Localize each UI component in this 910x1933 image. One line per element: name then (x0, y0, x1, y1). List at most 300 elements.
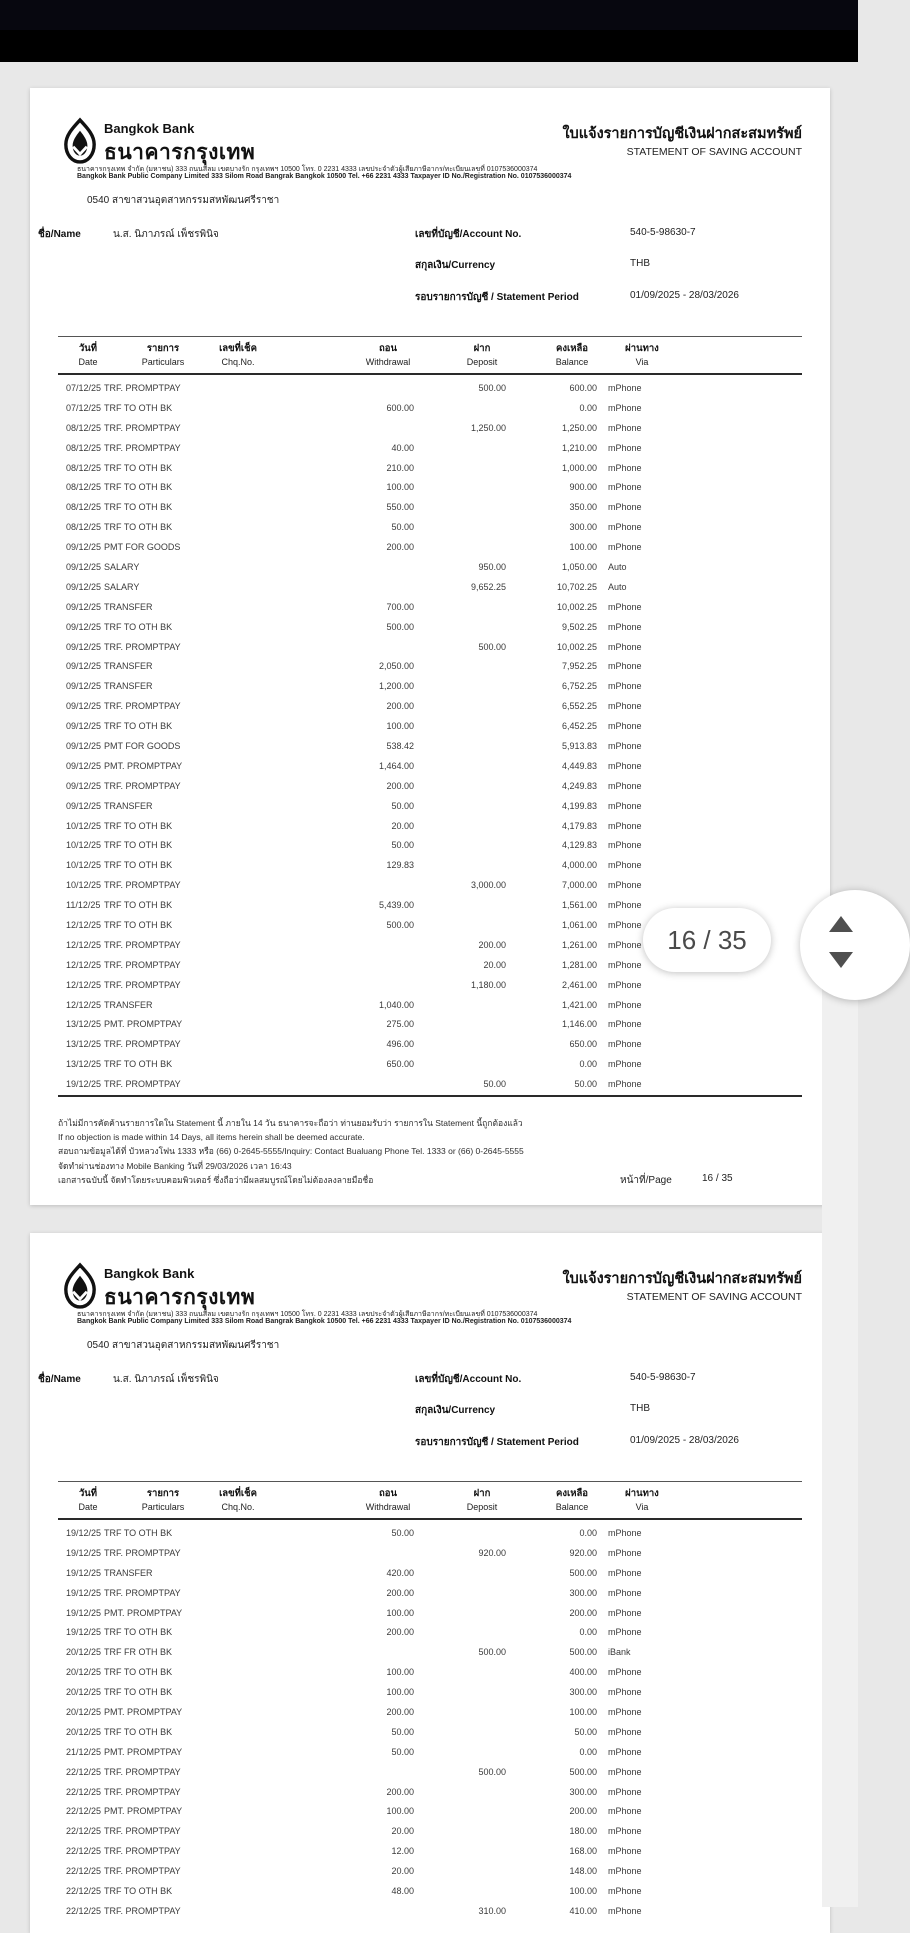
header-date-th: วันที่ (78, 343, 98, 354)
cell-balance: 180.00 (569, 1826, 597, 1837)
table-row (58, 1662, 802, 1682)
name-label: ชื่อ/Name (38, 229, 81, 240)
cell-balance: 410.00 (569, 1905, 597, 1916)
cell-balance: 500.00 (569, 1766, 597, 1777)
cell-date: 19/12/25 (66, 1567, 102, 1578)
transactions-rows (58, 378, 802, 1094)
header-chq-en: Chq.No. (221, 357, 255, 367)
cell-via: mPhone (608, 959, 642, 970)
table-row (58, 1901, 802, 1921)
account-holder-name: น.ส. นิภาภรณ์ เพ็ชรพินิจ (113, 229, 219, 240)
cell-balance: 1,561.00 (561, 900, 597, 911)
cell-balance: 6,752.25 (561, 681, 597, 692)
footer-line: ถ้าไม่มีการคัดค้านรายการใดใน Statement นี้ ภายใน 14 วัน ธนาคารจะถือว่า ท่านยอมรับว่า รายการใน Statement นี้ถูกต้องแล้ว (58, 1118, 523, 1128)
scrollbar-track[interactable] (822, 987, 858, 1907)
table-row (58, 1543, 802, 1563)
cell-balance: 50.00 (574, 1726, 597, 1737)
table-row (58, 398, 802, 418)
bank-address-th: ธนาคารกรุงเทพ จำกัด (มหาชน) 333 ถนนสีลม เขตบางรัก กรุงเทพฯ 10500 โทร. 0 2231 4333 เลขประจำตัวผู้เสียภาษีอากร/ทะเบียนเลขที่ 0107536000374 (77, 1311, 538, 1318)
cell-deposit: 1,250.00 (470, 422, 506, 433)
cell-balance: 4,199.83 (561, 800, 597, 811)
status-bar (0, 30, 858, 62)
cell-withdrawal: 275.00 (386, 1019, 414, 1030)
cell-particulars: TRF. PROMPTPAY (104, 1846, 181, 1857)
cell-particulars: TRF TO OTH BK (104, 502, 173, 513)
cell-withdrawal: 600.00 (386, 402, 414, 413)
cell-balance: 600.00 (569, 382, 597, 393)
cell-balance: 350.00 (569, 502, 597, 513)
cell-withdrawal: 496.00 (386, 1039, 414, 1050)
cell-date: 12/12/25 (66, 979, 102, 990)
cell-withdrawal: 1,464.00 (378, 760, 414, 771)
header-via-th: ผ่านทาง (625, 343, 659, 354)
cell-balance: 500.00 (569, 1647, 597, 1658)
table-row (58, 995, 802, 1015)
cell-particulars: TRF. PROMPTPAY (104, 780, 181, 791)
cell-via: mPhone (608, 740, 642, 751)
cell-particulars: TRF TO OTH BK (104, 522, 173, 533)
cell-date: 08/12/25 (66, 502, 102, 513)
cell-particulars: TRF. PROMPTPAY (104, 939, 181, 950)
cell-date: 19/12/25 (66, 1587, 102, 1598)
cell-date: 10/12/25 (66, 820, 102, 831)
cell-particulars: PMT. PROMPTPAY (104, 1607, 183, 1618)
cell-balance: 100.00 (569, 1885, 597, 1896)
cell-date: 13/12/25 (66, 1019, 102, 1030)
table-row (58, 1523, 802, 1543)
cell-particulars: TRF TO OTH BK (104, 1687, 173, 1698)
cell-deposit: 20.00 (483, 959, 506, 970)
cell-date: 10/12/25 (66, 860, 102, 871)
cell-via: mPhone (608, 1567, 642, 1578)
cell-date: 09/12/25 (66, 581, 102, 592)
cell-withdrawal: 50.00 (391, 1527, 414, 1538)
table-row (58, 1015, 802, 1035)
cell-date: 09/12/25 (66, 561, 102, 572)
cell-date: 19/12/25 (66, 1547, 102, 1558)
cell-date: 08/12/25 (66, 442, 102, 453)
page-number-line (30, 1173, 830, 1187)
cell-particulars: TRF. PROMPTPAY (104, 959, 181, 970)
cell-date: 12/12/25 (66, 939, 102, 950)
cell-via: mPhone (608, 1846, 642, 1857)
cell-date: 20/12/25 (66, 1706, 102, 1717)
cell-balance: 7,000.00 (561, 880, 597, 891)
cell-via: mPhone (608, 979, 642, 990)
cell-particulars: TRANSFER (104, 1567, 153, 1578)
cell-balance: 7,952.25 (561, 661, 597, 672)
cell-via: mPhone (608, 601, 642, 612)
cell-balance: 5,913.83 (561, 740, 597, 751)
cell-withdrawal: 100.00 (386, 482, 414, 493)
status-bar-notch-area (0, 0, 858, 30)
table-row (58, 696, 802, 716)
cell-particulars: TRF. PROMPTPAY (104, 1766, 181, 1777)
currency-label: สกุลเงิน/Currency (415, 1405, 496, 1416)
cell-particulars: TRF TO OTH BK (104, 1885, 173, 1896)
period-value: 01/09/2025 - 28/03/2026 (630, 1435, 739, 1446)
cell-deposit: 9,652.25 (470, 581, 506, 592)
cell-balance: 10,702.25 (556, 581, 597, 592)
cell-particulars: TRF TO OTH BK (104, 402, 173, 413)
cell-particulars: SALARY (104, 561, 140, 572)
branch-name: 0540 สาขาสวนอุตสาหกรรมสหพัฒนศรีราชา (87, 1340, 280, 1351)
cell-balance: 900.00 (569, 482, 597, 493)
cell-date: 11/12/25 (66, 900, 101, 911)
table-row (58, 378, 802, 398)
table-row (58, 1642, 802, 1662)
cell-particulars: TRF TO OTH BK (104, 1627, 173, 1638)
cell-date: 09/12/25 (66, 621, 102, 632)
cell-via: Auto (608, 581, 627, 592)
header-chq-th: เลขที่เช็ค (219, 343, 257, 354)
period-label: รอบรายการบัญชี / Statement Period (415, 1437, 579, 1448)
cell-via: mPhone (608, 1766, 642, 1777)
cell-via: mPhone (608, 1905, 642, 1916)
cell-date: 20/12/25 (66, 1726, 102, 1737)
table-row (58, 796, 802, 816)
cell-deposit: 500.00 (478, 641, 506, 652)
cell-withdrawal: 100.00 (386, 1607, 414, 1618)
cell-withdrawal: 100.00 (386, 1806, 414, 1817)
cell-withdrawal: 50.00 (391, 840, 414, 851)
cell-date: 09/12/25 (66, 601, 102, 612)
cell-via: mPhone (608, 1706, 642, 1717)
cell-withdrawal: 20.00 (391, 1866, 414, 1877)
header-date-th: วันที่ (78, 1488, 98, 1499)
cell-via: mPhone (608, 1019, 642, 1030)
cell-date: 12/12/25 (66, 919, 102, 930)
cell-deposit: 500.00 (478, 382, 506, 393)
cell-date: 09/12/25 (66, 800, 102, 811)
cell-withdrawal: 12.00 (391, 1846, 414, 1857)
table-header-divider (58, 1518, 802, 1520)
cell-date: 09/12/25 (66, 681, 102, 692)
bank-address-en: Bangkok Bank Public Company Limited 333 Silom Road Bangrak Bangkok 10500 Tel. +66 2231 4333 Taxpayer ID No./Registration No. 0107536000374 (77, 1318, 572, 1325)
header-withdrawal-th: ถอน (379, 343, 397, 354)
table-row (58, 975, 802, 995)
cell-particulars: TRF. PROMPTPAY (104, 1587, 181, 1598)
header-particulars-th: รายการ (146, 1488, 180, 1499)
cell-balance: 6,552.25 (561, 701, 597, 712)
header-deposit-th: ฝาก (473, 343, 491, 354)
cell-balance: 2,461.00 (561, 979, 597, 990)
cell-withdrawal: 100.00 (386, 1667, 414, 1678)
cell-via: mPhone (608, 1826, 642, 1837)
cell-withdrawal: 500.00 (386, 919, 414, 930)
cell-date: 09/12/25 (66, 542, 102, 553)
bank-name-th: ธนาคารกรุงเทพ (104, 141, 256, 164)
cell-date: 19/12/25 (66, 1527, 102, 1538)
table-row (58, 1861, 802, 1881)
table-row (58, 1583, 802, 1603)
cell-date: 22/12/25 (66, 1766, 102, 1777)
footer-line: จัดทำผ่านช่องทาง Mobile Banking วันที่ 29/03/2026 เวลา 16:43 (58, 1160, 292, 1171)
fast-scroll-handle[interactable] (800, 890, 910, 1000)
cell-withdrawal: 200.00 (386, 701, 414, 712)
cell-balance: 4,000.00 (561, 860, 597, 871)
cell-withdrawal: 50.00 (391, 522, 414, 533)
cell-via: mPhone (608, 860, 642, 871)
cell-withdrawal: 538.42 (386, 740, 414, 751)
footer-line: สอบถามข้อมูลได้ที่ บัวหลวงโฟน 1333 หรือ (66) 0-2645-5555/Inquiry: Contact Bualuang Phone Tel. 1333 or (66) 0-2645-5555 (58, 1146, 524, 1157)
cell-withdrawal: 200.00 (386, 1786, 414, 1797)
cell-date: 19/12/25 (66, 1627, 102, 1638)
bank-address-en: Bangkok Bank Public Company Limited 333 Silom Road Bangrak Bangkok 10500 Tel. +66 2231 4333 Taxpayer ID No./Registration No. 0107536000374 (77, 173, 572, 180)
cell-via: Auto (608, 561, 627, 572)
cell-balance: 168.00 (569, 1846, 597, 1857)
table-row (58, 1054, 802, 1074)
cell-deposit: 500.00 (478, 1766, 506, 1777)
cell-balance: 1,000.00 (561, 462, 597, 473)
cell-particulars: TRF. PROMPTPAY (104, 382, 181, 393)
cell-particulars: TRF. PROMPTPAY (104, 1866, 181, 1877)
cell-withdrawal: 650.00 (386, 1059, 414, 1070)
cell-particulars: TRF TO OTH BK (104, 860, 173, 871)
table-border-bottom (58, 1095, 802, 1097)
cell-withdrawal: 550.00 (386, 502, 414, 513)
cell-balance: 300.00 (569, 522, 597, 533)
cell-balance: 200.00 (569, 1806, 597, 1817)
cell-via: mPhone (608, 840, 642, 851)
cell-particulars: PMT FOR GOODS (104, 740, 181, 751)
cell-balance: 4,179.83 (561, 820, 597, 831)
header-deposit-en: Deposit (466, 357, 498, 367)
table-row (58, 438, 802, 458)
cell-particulars: TRF TO OTH BK (104, 1726, 173, 1737)
cell-deposit: 920.00 (478, 1547, 506, 1558)
cell-balance: 4,129.83 (561, 840, 597, 851)
cell-balance: 1,061.00 (561, 919, 597, 930)
table-row (58, 617, 802, 637)
cell-date: 20/12/25 (66, 1687, 102, 1698)
cell-date: 09/12/25 (66, 641, 102, 652)
account-no-label: เลขที่บัญชี/Account No. (415, 1374, 522, 1385)
cell-via: mPhone (608, 999, 642, 1010)
statement-page-2 (30, 1233, 830, 1933)
cell-balance: 500.00 (569, 1567, 597, 1578)
table-row (58, 1841, 802, 1861)
cell-via: mPhone (608, 681, 642, 692)
cell-via: mPhone (608, 1079, 642, 1090)
cell-date: 20/12/25 (66, 1647, 102, 1658)
statement-title-en: STATEMENT OF SAVING ACCOUNT (626, 1291, 802, 1303)
header-via-en: Via (635, 1502, 649, 1512)
cell-withdrawal: 210.00 (386, 462, 414, 473)
cell-date: 09/12/25 (66, 740, 102, 751)
header-balance-en: Balance (555, 357, 589, 367)
table-row (58, 477, 802, 497)
bank-name-th: ธนาคารกรุงเทพ (104, 1286, 256, 1309)
cell-balance: 50.00 (574, 1079, 597, 1090)
cell-balance: 1,050.00 (561, 561, 597, 572)
cell-particulars: TRF TO OTH BK (104, 1059, 173, 1070)
cell-withdrawal: 48.00 (391, 1885, 414, 1896)
cell-balance: 1,261.00 (561, 939, 597, 950)
cell-via: mPhone (608, 422, 642, 433)
currency-value: THB (630, 258, 650, 269)
cell-withdrawal: 1,200.00 (378, 681, 414, 692)
cell-balance: 4,449.83 (561, 760, 597, 771)
cell-via: mPhone (608, 820, 642, 831)
footer-line: If no objection is made within 14 Days, all items herein shall be deemed accurate. (58, 1132, 365, 1143)
cell-withdrawal: 5,439.00 (378, 900, 414, 911)
cell-particulars: PMT. PROMPTPAY (104, 1019, 183, 1030)
header-chq-en: Chq.No. (221, 1502, 255, 1512)
cell-date: 10/12/25 (66, 840, 102, 851)
cell-balance: 100.00 (569, 542, 597, 553)
cell-via: mPhone (608, 402, 642, 413)
cell-via: mPhone (608, 641, 642, 652)
cell-particulars: TRF. PROMPTPAY (104, 1039, 181, 1050)
table-row (58, 1603, 802, 1623)
table-row (58, 537, 802, 557)
cell-particulars: TRF. PROMPTPAY (104, 880, 181, 891)
cell-withdrawal: 200.00 (386, 1706, 414, 1717)
cell-particulars: TRANSFER (104, 661, 153, 672)
header-particulars-en: Particulars (141, 1502, 185, 1512)
header-balance-en: Balance (555, 1502, 589, 1512)
table-border-top (58, 336, 802, 337)
table-row (58, 1622, 802, 1642)
table-row (58, 835, 802, 855)
header-withdrawal-en: Withdrawal (365, 357, 411, 367)
cell-deposit: 50.00 (483, 1079, 506, 1090)
cell-withdrawal: 50.00 (391, 1726, 414, 1737)
cell-via: mPhone (608, 482, 642, 493)
cell-withdrawal: 420.00 (386, 1567, 414, 1578)
cell-balance: 0.00 (579, 402, 597, 413)
currency-value: THB (630, 1403, 650, 1414)
cell-balance: 920.00 (569, 1547, 597, 1558)
cell-via: mPhone (608, 1746, 642, 1757)
cell-deposit: 310.00 (478, 1905, 506, 1916)
cell-particulars: PMT. PROMPTPAY (104, 1746, 183, 1757)
cell-via: mPhone (608, 442, 642, 453)
bangkok-bank-lotus-logo-icon (63, 1263, 97, 1309)
cell-via: mPhone (608, 1607, 642, 1618)
cell-deposit: 950.00 (478, 561, 506, 572)
cell-withdrawal: 20.00 (391, 820, 414, 831)
table-row (58, 1682, 802, 1702)
page-indicator-bubble (643, 908, 771, 972)
cell-via: mPhone (608, 1885, 642, 1896)
cell-via: mPhone (608, 1687, 642, 1698)
page-number-value: 16 / 35 (702, 1173, 733, 1184)
cell-balance: 148.00 (569, 1866, 597, 1877)
cell-withdrawal: 500.00 (386, 621, 414, 632)
cell-via: mPhone (608, 1667, 642, 1678)
cell-date: 19/12/25 (66, 1079, 102, 1090)
table-row (58, 776, 802, 796)
cell-particulars: TRF TO OTH BK (104, 721, 173, 732)
cell-date: 20/12/25 (66, 1667, 102, 1678)
cell-particulars: TRF TO OTH BK (104, 919, 173, 930)
table-row (58, 716, 802, 736)
cell-deposit: 3,000.00 (470, 880, 506, 891)
header-date-en: Date (78, 1502, 98, 1512)
cell-balance: 400.00 (569, 1667, 597, 1678)
table-header-divider (58, 373, 802, 375)
cell-date: 10/12/25 (66, 880, 102, 891)
header-balance-th: คงเหลือ (555, 1488, 589, 1499)
table-row (58, 497, 802, 517)
cell-balance: 300.00 (569, 1786, 597, 1797)
cell-withdrawal: 100.00 (386, 1687, 414, 1698)
cell-via: mPhone (608, 1627, 642, 1638)
table-row (58, 577, 802, 597)
table-row (58, 656, 802, 676)
cell-balance: 4,249.83 (561, 780, 597, 791)
cell-via: mPhone (608, 760, 642, 771)
cell-balance: 300.00 (569, 1587, 597, 1598)
cell-withdrawal: 20.00 (391, 1826, 414, 1837)
table-row (58, 1702, 802, 1722)
cell-via: iBank (608, 1647, 631, 1658)
table-row (58, 557, 802, 577)
cell-withdrawal: 200.00 (386, 1627, 414, 1638)
cell-via: mPhone (608, 1866, 642, 1877)
scroll-down-icon (829, 952, 853, 968)
cell-withdrawal: 129.83 (386, 860, 414, 871)
header-deposit-th: ฝาก (473, 1488, 491, 1499)
cell-particulars: TRF TO OTH BK (104, 840, 173, 851)
cell-date: 13/12/25 (66, 1059, 102, 1070)
table-row (58, 1782, 802, 1802)
cell-withdrawal: 700.00 (386, 601, 414, 612)
cell-balance: 0.00 (579, 1059, 597, 1070)
table-row (58, 855, 802, 875)
cell-via: mPhone (608, 502, 642, 513)
cell-date: 09/12/25 (66, 661, 102, 672)
table-row (58, 816, 802, 836)
page-indicator-text: 16 / 35 (667, 924, 747, 955)
cell-particulars: TRF TO OTH BK (104, 1667, 173, 1678)
cell-deposit: 1,180.00 (470, 979, 506, 990)
table-row (58, 1722, 802, 1742)
table-row (58, 1563, 802, 1583)
cell-via: mPhone (608, 939, 642, 950)
cell-withdrawal: 100.00 (386, 721, 414, 732)
cell-particulars: PMT. PROMPTPAY (104, 1706, 183, 1717)
cell-particulars: PMT. PROMPTPAY (104, 1806, 183, 1817)
cell-date: 22/12/25 (66, 1786, 102, 1797)
account-no-value: 540-5-98630-7 (630, 227, 696, 238)
cell-date: 13/12/25 (66, 1039, 102, 1050)
table-row (58, 637, 802, 657)
bank-address-th: ธนาคารกรุงเทพ จำกัด (มหาชน) 333 ถนนสีลม เขตบางรัก กรุงเทพฯ 10500 โทร. 0 2231 4333 เลขประจำตัวผู้เสียภาษีอากร/ทะเบียนเลขที่ 0107536000374 (77, 166, 538, 173)
cell-particulars: TRF. PROMPTPAY (104, 422, 181, 433)
cell-date: 22/12/25 (66, 1866, 102, 1877)
cell-deposit: 500.00 (478, 1647, 506, 1658)
header-via-en: Via (635, 357, 649, 367)
branch-name: 0540 สาขาสวนอุตสาหกรรมสหพัฒนศรีราชา (87, 195, 280, 206)
table-row (58, 756, 802, 776)
table-row (58, 1742, 802, 1762)
cell-via: mPhone (608, 1547, 642, 1558)
cell-via: mPhone (608, 382, 642, 393)
cell-date: 12/12/25 (66, 999, 102, 1010)
cell-particulars: TRF. PROMPTPAY (104, 442, 181, 453)
statement-title-th: ใบแจ้งรายการบัญชีเงินฝากสะสมทรัพย์ (562, 126, 802, 142)
table-row (58, 1762, 802, 1782)
cell-via: mPhone (608, 800, 642, 811)
cell-date: 22/12/25 (66, 1826, 102, 1837)
cell-via: mPhone (608, 1587, 642, 1598)
account-no-value: 540-5-98630-7 (630, 1372, 696, 1383)
cell-withdrawal: 50.00 (391, 1746, 414, 1757)
table-row (58, 418, 802, 438)
